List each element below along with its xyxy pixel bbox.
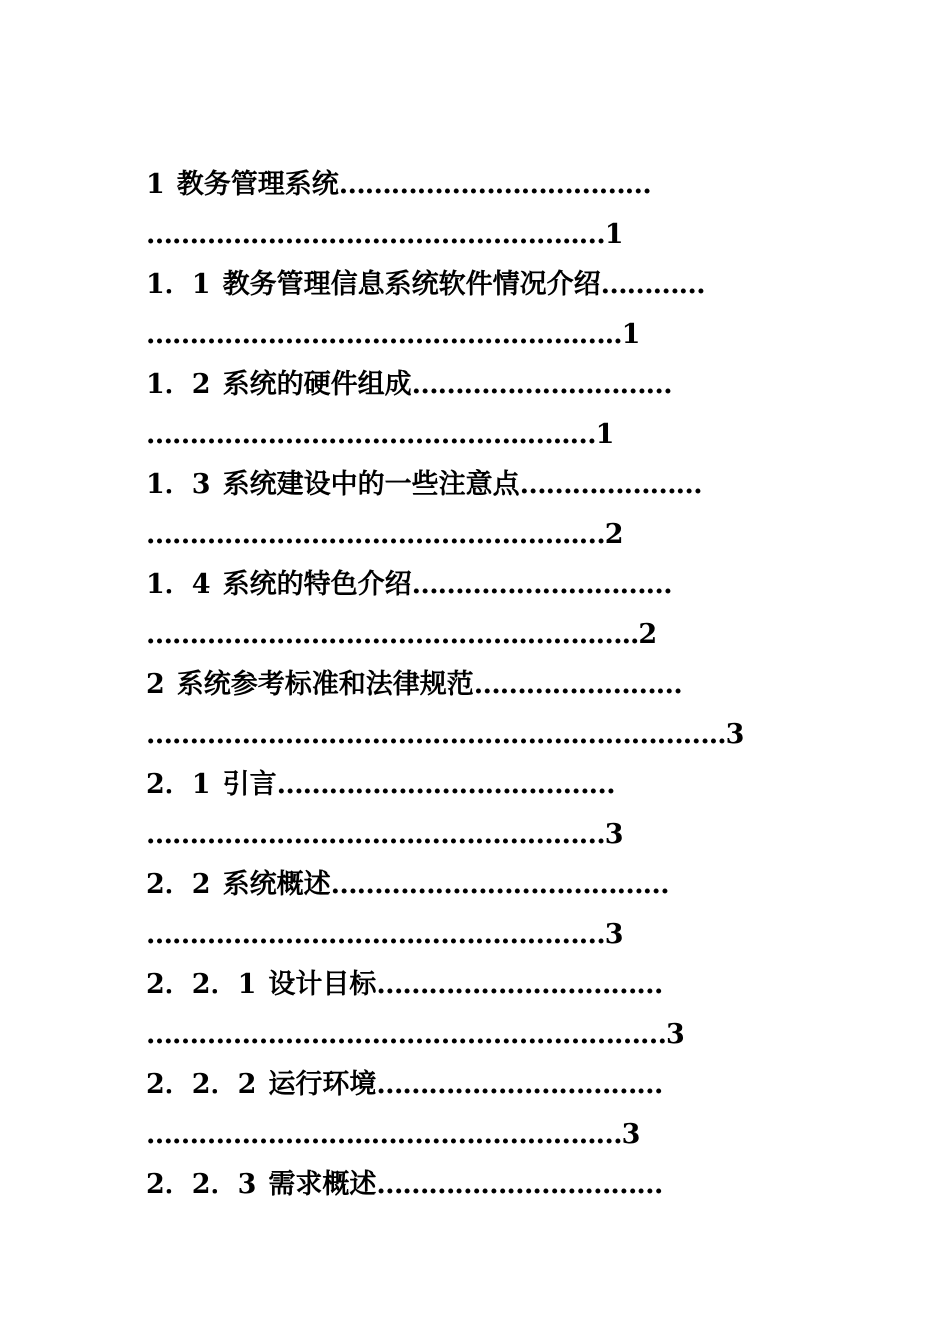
toc-entry[interactable] — [146, 960, 806, 1010]
toc-entry-leader: …………………………… — [376, 1069, 663, 1100]
toc-entry-number: 2．2 — [146, 869, 211, 900]
toc-entry[interactable] — [146, 1160, 806, 1210]
toc-entry-continuation — [146, 1010, 806, 1060]
toc-entry-continuation — [146, 710, 806, 760]
toc-entry-number: 1．4 — [146, 569, 211, 600]
toc-entry-leader: ………………………………… — [330, 869, 669, 900]
toc-entry-title: 系统概述 — [222, 869, 331, 900]
toc-entry-number: 2．1 — [146, 769, 211, 800]
toc-entry-continuation — [146, 910, 806, 960]
toc-entry-number: 2．2．3 — [146, 1169, 257, 1200]
toc-entry-title: 系统参考标准和法律规范 — [176, 669, 474, 700]
toc-entry-title: 系统的硬件组成 — [222, 369, 412, 400]
toc-entry-number: 2．2．2 — [146, 1069, 257, 1100]
toc-entry-leader: …………………………… — [376, 1169, 663, 1200]
toc-entry-number: 2．2．1 — [146, 969, 257, 1000]
toc-entry-leader: ………… — [600, 269, 705, 300]
toc-entry[interactable] — [146, 360, 806, 410]
toc-entry[interactable] — [146, 560, 806, 610]
toc-entry-number: 1．2 — [146, 369, 211, 400]
toc-entry-title: 教务管理信息系统软件情况介绍 — [222, 269, 601, 300]
toc-entry-number: 1．3 — [146, 469, 211, 500]
toc-entry-continuation — [146, 610, 806, 660]
toc-entry-title: 引言 — [222, 769, 277, 800]
toc-entry-number: 1．1 — [146, 269, 211, 300]
toc-entry-title: 教务管理系统 — [176, 169, 339, 200]
toc-entry-continuation — [146, 410, 806, 460]
toc-entry-number: 2 — [146, 669, 165, 700]
toc-entry-leader: …………………………… — [376, 969, 663, 1000]
toc-entry[interactable] — [146, 660, 806, 710]
toc-entry-title: 运行环境 — [268, 1069, 377, 1100]
toc-entry-title: 设计目标 — [268, 969, 377, 1000]
toc-entry-continuation — [146, 310, 806, 360]
toc-entry-title: 需求概述 — [268, 1169, 377, 1200]
toc-entry-leader: ……………………………… — [338, 169, 651, 200]
toc-entry-continuation — [146, 210, 806, 260]
toc-entry-leader: ………………………… — [411, 569, 672, 600]
toc-entry-leader: ………………………… — [411, 369, 672, 400]
toc-entry-page-leader: …………………………………………..…1 — [146, 219, 623, 250]
toc-entry[interactable] — [146, 860, 806, 910]
toc-entry-leader: ………………………………… — [276, 769, 615, 800]
toc-entry-continuation — [146, 810, 806, 860]
toc-entry-page-leader: …………………………..…………………3 — [146, 919, 623, 950]
toc-entry-continuation — [146, 510, 806, 560]
toc-entry-page-leader: …………………………………………..…2 — [146, 519, 623, 550]
toc-entry-page-leader: …………………………………………..…..1 — [146, 319, 640, 350]
table-of-contents — [146, 160, 806, 1210]
toc-entry-page-leader: ……………………………………………………3 — [146, 1019, 684, 1050]
toc-entry-title: 系统的特色介绍 — [222, 569, 412, 600]
toc-entry-title: 系统建设中的一些注意点 — [222, 469, 520, 500]
toc-entry-continuation — [146, 1110, 806, 1160]
toc-entry[interactable] — [146, 260, 806, 310]
toc-entry-page-leader: …………………………………………..……………..3 — [146, 719, 744, 750]
toc-entry-leader: …………………… — [473, 669, 682, 700]
toc-entry-page-leader: ……………………………………..…..…1 — [146, 419, 614, 450]
toc-entry[interactable] — [146, 1060, 806, 1110]
toc-entry[interactable] — [146, 460, 806, 510]
toc-entry-page-leader: ……………………..……………………..…3 — [146, 1119, 640, 1150]
toc-entry-number: 1 — [146, 169, 165, 200]
toc-entry[interactable] — [146, 160, 806, 210]
toc-entry-leader: ………………… — [519, 469, 702, 500]
toc-entry-page-leader: …………………………..…………………3 — [146, 819, 623, 850]
toc-entry-page-leader: ……………………………………..……..…..2 — [146, 619, 657, 650]
toc-entry[interactable] — [146, 760, 806, 810]
